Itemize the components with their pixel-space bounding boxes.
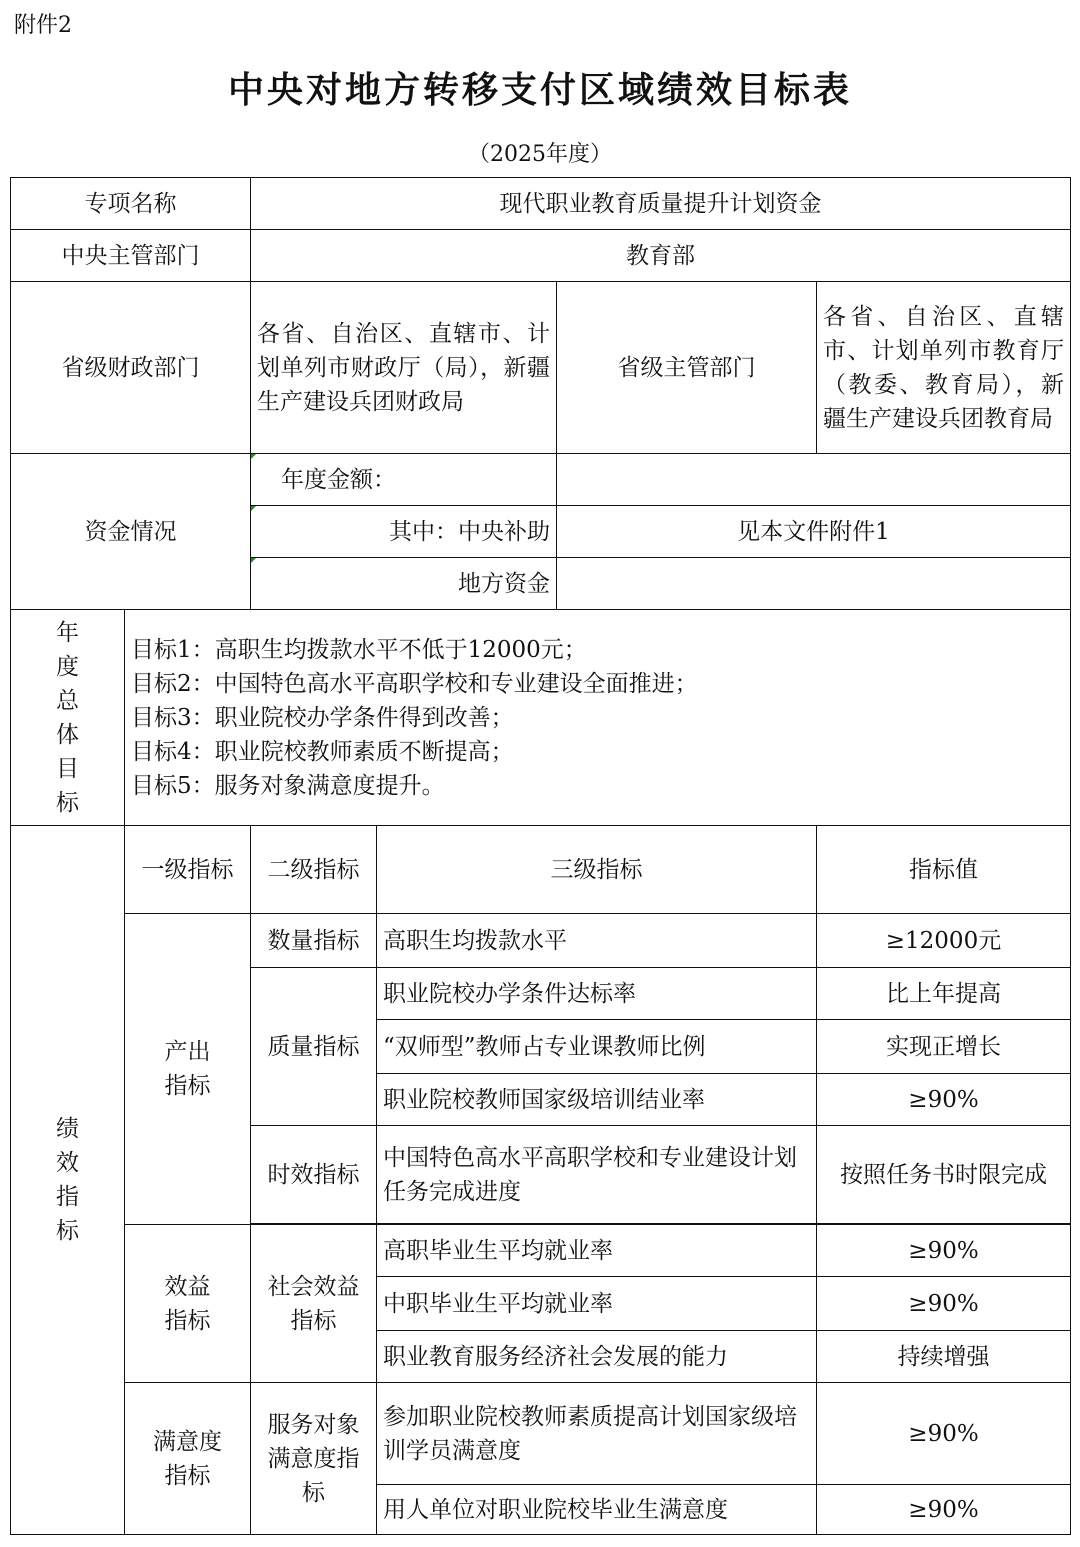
indicator-name: 中国特色高水平高职学校和专业建设计划任务完成进度 (377, 1126, 817, 1224)
central-dept-value: 教育部 (251, 230, 1071, 282)
local-funds-label: 地方资金 (251, 558, 557, 610)
indicator-value: 按照任务书时限完成 (817, 1126, 1071, 1224)
project-row (11, 178, 1071, 230)
indicator-name: “双师型”教师占专业课教师比例 (377, 1020, 817, 1074)
goals-label-char: 年 (56, 619, 79, 646)
indicator-value: ≥90% (817, 1225, 1071, 1277)
central-subsidy-label: 其中：中央补助 (251, 506, 557, 558)
goals-label-char: 标 (56, 789, 79, 816)
goal-item: 目标5：服务对象满意度提升。 (131, 772, 445, 799)
satisfaction-l1 (125, 1383, 251, 1535)
attachment-label: 附件2 (14, 13, 72, 38)
indicator-row (11, 914, 1071, 968)
prov-admin-label: 省级主管部门 (557, 282, 817, 454)
output-l1-line: 指标 (164, 1073, 211, 1099)
annual-amount-value (557, 454, 1071, 506)
quality-l2: 质量指标 (251, 968, 377, 1126)
prov-finance-value: 各省、自治区、直辖市、计划单列市财政厅（局），新疆生产建设兵团财政局 (251, 282, 557, 454)
benefit-l1-line: 指标 (164, 1307, 211, 1334)
prov-admin-value: 各省、自治区、直辖市、计划单列市教育厅（教委、教育局），新疆生产建设兵团教育局 (817, 282, 1071, 454)
social-l2 (251, 1225, 377, 1383)
indicators-label-char: 标 (56, 1218, 79, 1244)
performance-target-table (10, 177, 1071, 1535)
indicators-label (11, 826, 125, 1535)
indicator-row (11, 1225, 1071, 1277)
indicators-label-char: 绩 (56, 1116, 79, 1142)
central-subsidy-value: 见本文件附件1 (557, 506, 1071, 558)
indicator-value: ≥90% (817, 1383, 1071, 1485)
indicator-name: 中职毕业生平均就业率 (377, 1277, 817, 1331)
indicator-row (11, 1383, 1071, 1485)
header-level2: 二级指标 (251, 826, 377, 914)
funds-label: 资金情况 (11, 454, 251, 610)
indicator-name: 高职毕业生平均就业率 (377, 1225, 817, 1277)
goals-label-char: 目 (56, 755, 79, 782)
indicator-value: ≥90% (817, 1277, 1071, 1331)
indicator-header-row (11, 826, 1071, 914)
prov-finance-label: 省级财政部门 (11, 282, 251, 454)
indicator-value: 比上年提高 (817, 968, 1071, 1020)
project-label: 专项名称 (11, 178, 251, 230)
year-subtitle: （2025年度） (468, 142, 612, 167)
output-l1 (125, 914, 251, 1225)
indicator-value: ≥90% (817, 1074, 1071, 1126)
goal-item: 目标1：高职生均拨款水平不低于12000元； (131, 636, 587, 663)
indicator-value: 实现正增长 (817, 1020, 1071, 1074)
benefit-l1-line: 效益 (164, 1273, 211, 1300)
social-l2-line: 社会效益 (267, 1273, 360, 1300)
central-dept-row (11, 230, 1071, 282)
goal-item: 目标3：职业院校办学条件得到改善； (131, 704, 514, 731)
service-l2-line: 服务对象 (267, 1411, 360, 1438)
satisfaction-l1-line: 指标 (164, 1462, 211, 1489)
satisfaction-l1-line: 满意度 (153, 1428, 222, 1455)
goals-label-char: 总 (56, 687, 79, 714)
service-l2 (251, 1383, 377, 1535)
benefit-l1 (125, 1225, 251, 1383)
central-dept-label: 中央主管部门 (11, 230, 251, 282)
funds-annual-row (11, 454, 1071, 506)
indicator-name: 职业院校教师国家级培训结业率 (377, 1074, 817, 1126)
service-l2-line: 满意度指 (267, 1445, 360, 1472)
header-level1: 一级指标 (125, 826, 251, 914)
indicators-label-char: 指 (56, 1184, 79, 1210)
indicator-name: 参加职业院校教师素质提高计划国家级培训学员满意度 (377, 1383, 817, 1485)
goal-item: 目标2：中国特色高水平高职学校和专业建设全面推进； (131, 670, 698, 697)
goals-content (125, 610, 1071, 826)
local-funds-value (557, 558, 1071, 610)
goals-row (11, 610, 1071, 826)
indicator-value: ≥90% (817, 1485, 1071, 1535)
header-level3: 三级指标 (377, 826, 817, 914)
goal-item: 目标4：职业院校教师素质不断提高； (131, 738, 514, 765)
service-l2-line: 标 (302, 1479, 325, 1506)
goals-label (11, 610, 125, 826)
indicator-name: 用人单位对职业院校毕业生满意度 (377, 1485, 817, 1535)
goals-label-char: 体 (56, 721, 79, 748)
indicator-name: 职业院校办学条件达标率 (377, 968, 817, 1020)
social-l2-line: 指标 (290, 1307, 337, 1334)
indicator-value: 持续增强 (817, 1331, 1071, 1383)
provincial-dept-row (11, 282, 1071, 454)
project-value: 现代职业教育质量提升计划资金 (251, 178, 1071, 230)
indicator-value: ≥12000元 (817, 914, 1071, 968)
page-title: 中央对地方转移支付区域绩效目标表 (227, 70, 852, 111)
indicators-label-char: 效 (56, 1150, 79, 1176)
goals-label-char: 度 (56, 653, 79, 680)
annual-amount-label: 年度金额： (251, 454, 557, 506)
output-l1-line: 产出 (164, 1039, 211, 1065)
header-value: 指标值 (817, 826, 1071, 914)
indicator-name: 高职生均拨款水平 (377, 914, 817, 968)
quantity-l2: 数量指标 (251, 914, 377, 968)
timeliness-l2: 时效指标 (251, 1126, 377, 1224)
indicator-name: 职业教育服务经济社会发展的能力 (377, 1331, 817, 1383)
